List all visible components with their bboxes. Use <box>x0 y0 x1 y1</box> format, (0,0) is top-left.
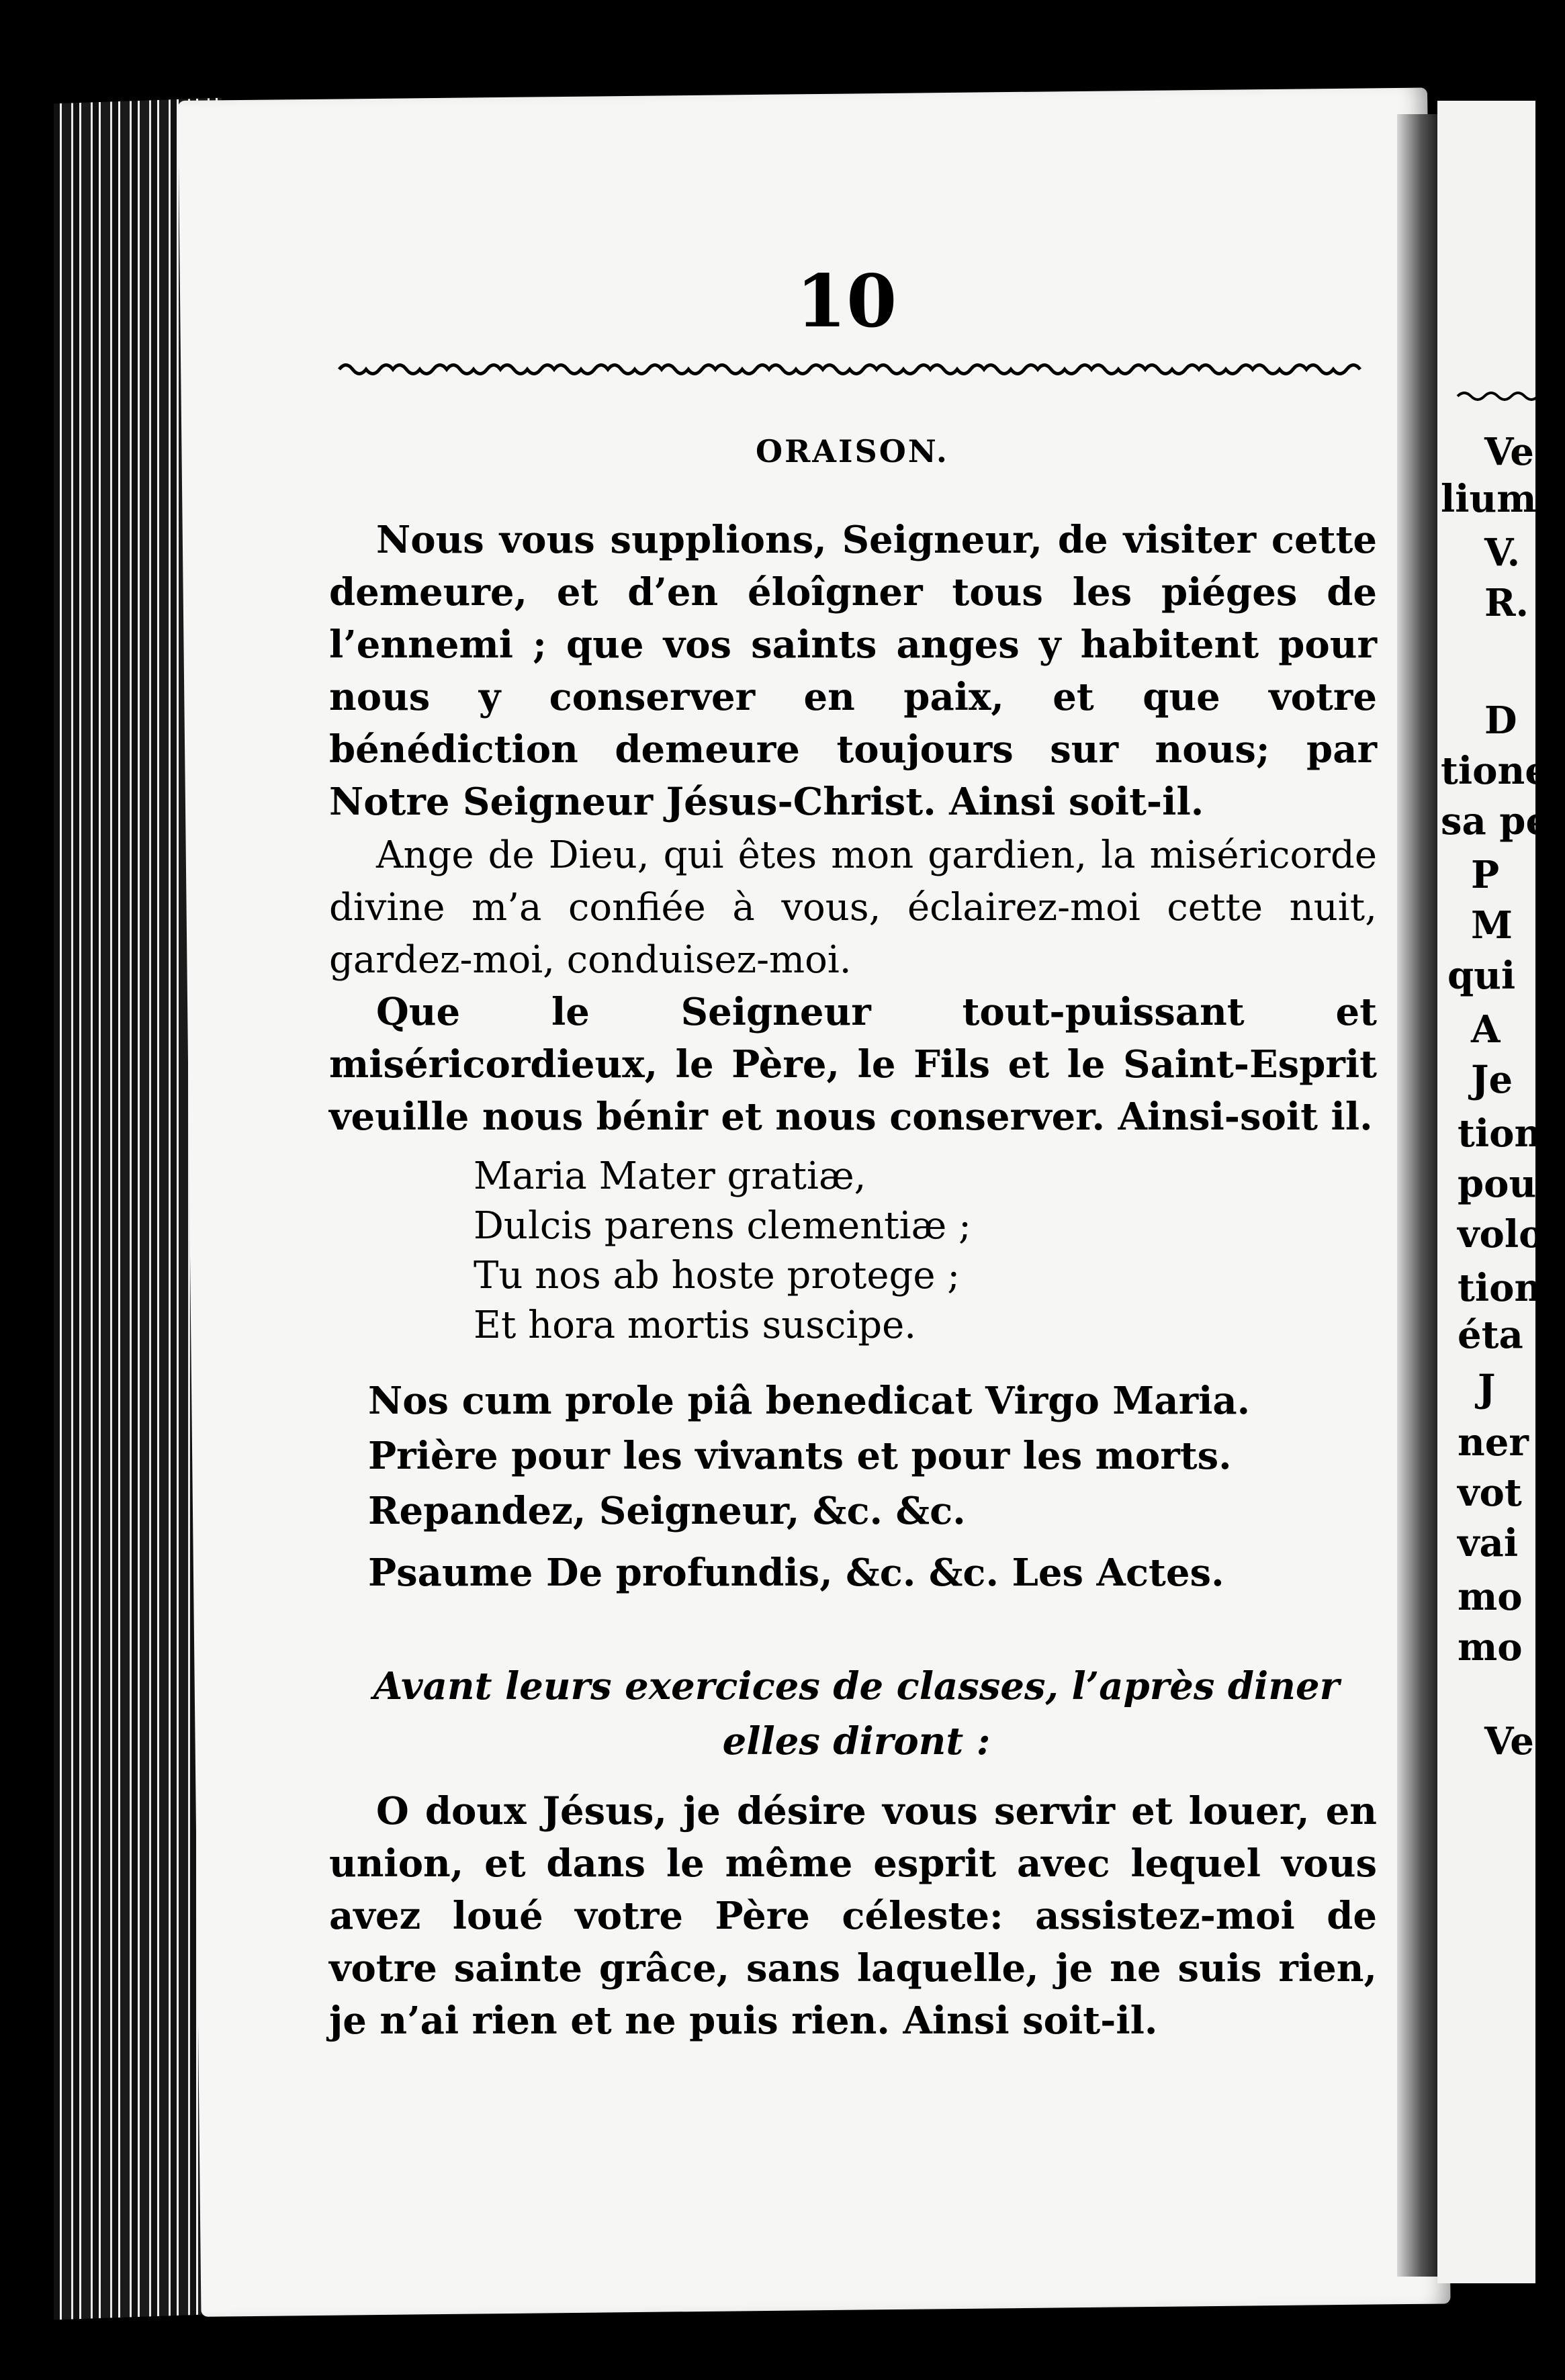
facing-page-fragment: R. <box>1484 581 1529 625</box>
book-gutter <box>1397 114 1437 2277</box>
facing-page-fragment: M <box>1471 903 1513 948</box>
facing-page-fragment: P <box>1471 853 1500 897</box>
facing-page-fragment: tion <box>1458 1266 1542 1310</box>
facing-page-fragment: éta <box>1458 1313 1523 1357</box>
facing-page-fragment: qui <box>1447 954 1516 998</box>
text-line: Prière pour les vivants et pour les morts. <box>368 1434 1232 1478</box>
facing-page-fragment: vai <box>1458 1521 1519 1565</box>
facing-page-fragment: Ve <box>1484 430 1534 474</box>
wavy-rule <box>339 353 1347 386</box>
facing-page-fragment: lium, <box>1441 477 1550 521</box>
verse-line: Tu nos ab hoste protege ; <box>474 1254 960 1297</box>
facing-page-fragment: Ve <box>1484 1719 1534 1764</box>
facing-page-fragment: Je <box>1471 1058 1513 1102</box>
facing-page-wave-rule <box>1458 383 1565 410</box>
facing-page-fragment: D <box>1484 698 1517 743</box>
facing-page-fragment: pou <box>1458 1162 1537 1206</box>
verse-line: Et hora mortis suscipe. <box>474 1303 917 1347</box>
verse-line: Maria Mater gratiæ, <box>474 1154 866 1198</box>
verse-line: Dulcis parens clementiæ ; <box>474 1204 971 1248</box>
text-line: Repandez, Seigneur, &c. &c. <box>368 1489 966 1533</box>
prayer-paragraph-2: Ange de Dieu, qui êtes mon gardien, la miséricorde divine m’a confiée à vous, éclairez-moi cette nuit, gardez-moi, conduisez-moi. <box>329 833 1377 982</box>
page-number: 10 <box>796 259 897 344</box>
facing-page-fragment: J <box>1478 1367 1496 1411</box>
facing-page-fragment: sa pe <box>1441 799 1550 843</box>
prayer-paragraph-1: Nous vous supplions, Seigneur, de visiter cette demeure, et d’en éloîgner tous les piéges de l’ennemi ; que vos saints anges y habitent pour nous y conserver en paix, et que votre bénédiction demeure toujours sur nous; par Notre Seigneur Jésus-Christ. Ainsi soit-il. <box>329 518 1377 824</box>
prayer-paragraph-3: Que le Seigneur tout-puissant et miséricordieux, le Père, le Fils et le Saint-Esprit veuille nous bénir et nous conserver. Ainsi-soit il. <box>329 990 1377 1139</box>
text-line: Psaume De profundis, &c. &c. Les Actes. <box>368 1551 1224 1595</box>
facing-page-fragment: vot <box>1458 1471 1522 1515</box>
facing-page-fragment: tion <box>1458 1111 1542 1156</box>
facing-page <box>1437 101 1550 2283</box>
text-line: Nos cum prole piâ benedicat Virgo Maria. <box>368 1379 1251 1423</box>
facing-page-fragment: mo <box>1458 1625 1523 1669</box>
latin-verse <box>474 1152 1212 1351</box>
facing-page-fragment: A <box>1471 1007 1501 1052</box>
rubric-instruction: Avant leurs exercices de classes, l’après diner elles diront : <box>373 1664 1340 1764</box>
section-title: ORAISON. <box>756 433 949 469</box>
facing-page-fragment: volo <box>1458 1212 1544 1256</box>
facing-page-fragment: ner <box>1458 1420 1529 1465</box>
facing-page-fragment: tione <box>1441 749 1549 793</box>
facing-page-fragment: mo <box>1458 1575 1523 1619</box>
prayer-paragraph-4: O doux Jésus, je désire vous servir et louer, en union, et dans le même esprit avec lequel vous avez loué votre Père céleste: assistez-moi de votre sainte grâce, sans laquelle, je ne suis rien, je n’ai rien et ne puis rien. Ainsi soit-il. <box>329 1789 1377 2043</box>
facing-page-fragment: V. <box>1484 531 1521 575</box>
